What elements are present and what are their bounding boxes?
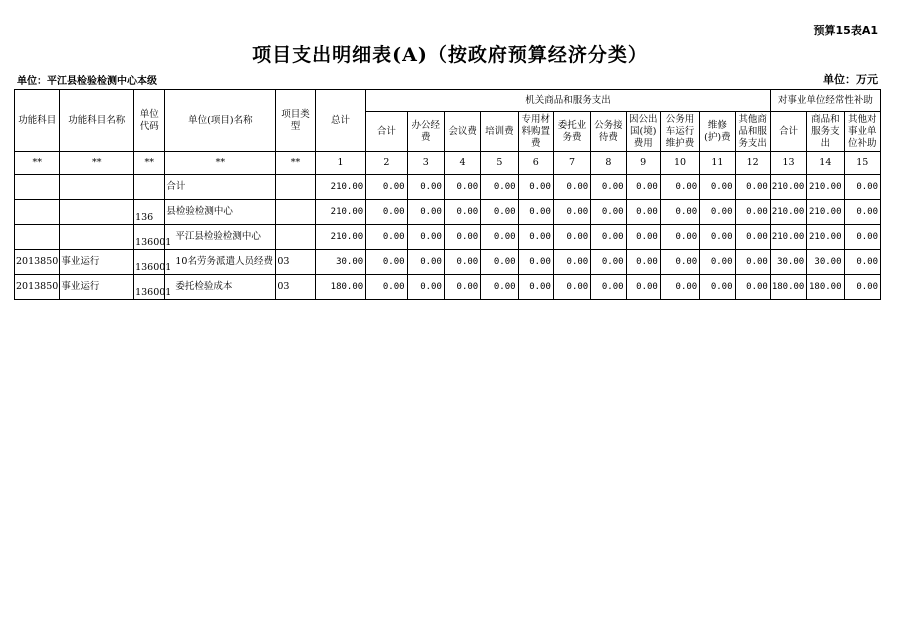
table-code: 预算15表A1 <box>813 24 878 37</box>
amount-cell: 0.00 <box>626 225 660 250</box>
unit-code-cell: 136 <box>134 200 165 225</box>
amount-cell: 0.00 <box>591 275 626 300</box>
amount-cell: 0.00 <box>735 175 770 200</box>
col-unit-code: 单位代码 <box>134 90 165 152</box>
amount-cell: 0.00 <box>844 175 880 200</box>
amount-cell: 0.00 <box>700 225 735 250</box>
func-subject-name-cell <box>60 225 134 250</box>
col-total: 总计 <box>315 90 365 152</box>
amount-cell: 0.00 <box>481 250 518 275</box>
col-other-goods: 其他商品和服务支出 <box>735 112 770 152</box>
table-row <box>15 225 881 250</box>
func-subject-cell <box>15 200 60 225</box>
func-subject-name-cell <box>60 200 134 225</box>
index-cell: 7 <box>553 152 590 175</box>
amount-cell: 0.00 <box>844 200 880 225</box>
project-type-cell <box>276 225 315 250</box>
amount-cell: 0.00 <box>735 275 770 300</box>
amount-cell: 0.00 <box>660 225 699 250</box>
page-title: 项目支出明细表(A)（按政府预算经济分类） <box>252 44 648 66</box>
amount-cell: 0.00 <box>553 175 590 200</box>
unit-project-name-cell: 委托检验成本 <box>165 275 276 300</box>
col-meeting-fee: 会议费 <box>444 112 480 152</box>
col-sub-total: 合计 <box>366 112 407 152</box>
index-cell: 2 <box>366 152 407 175</box>
table-row <box>15 175 881 200</box>
amount-cell: 0.00 <box>366 200 407 225</box>
index-cell: 15 <box>844 152 880 175</box>
func-subject-name-cell <box>60 175 134 200</box>
total-cell: 210.00 <box>315 175 365 200</box>
amount-cell: 0.00 <box>844 225 880 250</box>
func-subject-name-cell: 事业运行 <box>60 250 134 275</box>
amount-cell: 0.00 <box>626 175 660 200</box>
amount-cell: 0.00 <box>844 250 880 275</box>
amount-cell: 0.00 <box>553 225 590 250</box>
table-row <box>15 250 881 275</box>
amount-cell: 0.00 <box>366 175 407 200</box>
amount-cell: 0.00 <box>481 175 518 200</box>
project-expenditure-table <box>14 89 881 300</box>
amount-cell: 0.00 <box>518 225 553 250</box>
func-subject-name-cell: 事业运行 <box>60 275 134 300</box>
unit-name-label: 单位：平江县检验检测中心本级 <box>17 76 157 87</box>
amount-cell: 0.00 <box>700 175 735 200</box>
amount-cell: 0.00 <box>660 200 699 225</box>
amount-cell: 0.00 <box>700 200 735 225</box>
amount-cell: 0.00 <box>591 200 626 225</box>
col-subsidy-total: 合计 <box>770 112 806 152</box>
amount-cell: 0.00 <box>407 200 444 225</box>
amount-cell: 0.00 <box>591 175 626 200</box>
total-cell: 180.00 <box>315 275 365 300</box>
amount-cell: 0.00 <box>518 200 553 225</box>
amount-cell: 210.00 <box>770 175 806 200</box>
amount-cell: 0.00 <box>407 250 444 275</box>
index-cell: 3 <box>407 152 444 175</box>
index-cell: 11 <box>700 152 735 175</box>
currency-unit-label: 单位：万元 <box>823 73 878 86</box>
amount-cell: 210.00 <box>807 175 844 200</box>
amount-cell: 180.00 <box>807 275 844 300</box>
amount-cell: 0.00 <box>444 225 480 250</box>
index-cell: 6 <box>518 152 553 175</box>
col-maintenance-fee: 维修(护)费 <box>700 112 735 152</box>
total-cell: 210.00 <box>315 225 365 250</box>
group-subsidy: 对事业单位经常性补助 <box>770 90 880 112</box>
unit-project-name-cell: 县检验检测中心 <box>165 200 276 225</box>
col-material-fee: 专用材料购置费 <box>518 112 553 152</box>
col-vehicle-fee: 公务用车运行维护费 <box>660 112 699 152</box>
amount-cell: 0.00 <box>626 275 660 300</box>
col-unit-project-name: 单位(项目)名称 <box>165 90 276 152</box>
amount-cell: 210.00 <box>807 225 844 250</box>
unit-code-cell: 136001 <box>134 250 165 275</box>
amount-cell: 30.00 <box>807 250 844 275</box>
index-cell: ** <box>60 152 134 175</box>
amount-cell: 0.00 <box>553 275 590 300</box>
amount-cell: 0.00 <box>844 275 880 300</box>
col-training-fee: 培训费 <box>481 112 518 152</box>
amount-cell: 0.00 <box>366 250 407 275</box>
amount-cell: 0.00 <box>553 200 590 225</box>
amount-cell: 0.00 <box>700 275 735 300</box>
amount-cell: 0.00 <box>444 200 480 225</box>
amount-cell: 0.00 <box>407 175 444 200</box>
func-subject-cell: 2013850 <box>15 275 60 300</box>
index-cell: 5 <box>481 152 518 175</box>
amount-cell: 0.00 <box>553 250 590 275</box>
unit-code-cell: 136001 <box>134 275 165 300</box>
amount-cell: 0.00 <box>366 275 407 300</box>
project-type-cell: 03 <box>276 275 315 300</box>
amount-cell: 0.00 <box>366 225 407 250</box>
total-cell: 30.00 <box>315 250 365 275</box>
amount-cell: 180.00 <box>770 275 806 300</box>
col-func-subject-name: 功能科目名称 <box>60 90 134 152</box>
amount-cell: 0.00 <box>591 250 626 275</box>
index-row <box>15 152 881 175</box>
total-cell: 210.00 <box>315 200 365 225</box>
col-subsidy-goods: 商品和服务支出 <box>807 112 844 152</box>
amount-cell: 0.00 <box>444 250 480 275</box>
amount-cell: 0.00 <box>660 275 699 300</box>
func-subject-cell: 2013850 <box>15 250 60 275</box>
amount-cell: 0.00 <box>591 225 626 250</box>
index-cell: 1 <box>315 152 365 175</box>
amount-cell: 0.00 <box>700 250 735 275</box>
index-cell: 8 <box>591 152 626 175</box>
amount-cell: 210.00 <box>770 225 806 250</box>
amount-cell: 210.00 <box>770 200 806 225</box>
amount-cell: 210.00 <box>807 200 844 225</box>
index-cell: ** <box>134 152 165 175</box>
unit-project-name-cell: 合计 <box>165 175 276 200</box>
index-cell: 12 <box>735 152 770 175</box>
amount-cell: 0.00 <box>660 250 699 275</box>
amount-cell: 0.00 <box>481 225 518 250</box>
group-goods-services: 机关商品和服务支出 <box>366 90 771 112</box>
amount-cell: 30.00 <box>770 250 806 275</box>
unit-project-name-cell: 10名劳务派遣人员经费 <box>165 250 276 275</box>
index-cell: 9 <box>626 152 660 175</box>
col-office-fee: 办公经费 <box>407 112 444 152</box>
index-cell: 13 <box>770 152 806 175</box>
amount-cell: 0.00 <box>626 250 660 275</box>
col-func-subject: 功能科目 <box>15 90 60 152</box>
amount-cell: 0.00 <box>407 275 444 300</box>
unit-project-name-cell: 平江县检验检测中心 <box>165 225 276 250</box>
index-cell: ** <box>15 152 60 175</box>
index-cell: ** <box>276 152 315 175</box>
func-subject-cell <box>15 175 60 200</box>
amount-cell: 0.00 <box>660 175 699 200</box>
func-subject-cell <box>15 225 60 250</box>
table-row <box>15 200 881 225</box>
unit-code-cell <box>134 175 165 200</box>
table-row <box>15 275 881 300</box>
project-type-cell <box>276 175 315 200</box>
amount-cell: 0.00 <box>626 200 660 225</box>
col-project-type: 项目类型 <box>276 90 315 152</box>
col-commission-fee: 委托业务费 <box>553 112 590 152</box>
index-cell: ** <box>165 152 276 175</box>
index-cell: 14 <box>807 152 844 175</box>
project-type-cell: 03 <box>276 250 315 275</box>
amount-cell: 0.00 <box>518 275 553 300</box>
amount-cell: 0.00 <box>444 275 480 300</box>
amount-cell: 0.00 <box>518 175 553 200</box>
amount-cell: 0.00 <box>735 200 770 225</box>
col-reception-fee: 公务接待费 <box>591 112 626 152</box>
amount-cell: 0.00 <box>444 175 480 200</box>
col-overseas-fee: 因公出国(境)费用 <box>626 112 660 152</box>
project-type-cell <box>276 200 315 225</box>
index-cell: 10 <box>660 152 699 175</box>
index-cell: 4 <box>444 152 480 175</box>
amount-cell: 0.00 <box>735 225 770 250</box>
amount-cell: 0.00 <box>481 200 518 225</box>
amount-cell: 0.00 <box>518 250 553 275</box>
unit-code-cell: 136001 <box>134 225 165 250</box>
amount-cell: 0.00 <box>407 225 444 250</box>
col-subsidy-other: 其他对事业单位补助 <box>844 112 880 152</box>
amount-cell: 0.00 <box>481 275 518 300</box>
amount-cell: 0.00 <box>735 250 770 275</box>
